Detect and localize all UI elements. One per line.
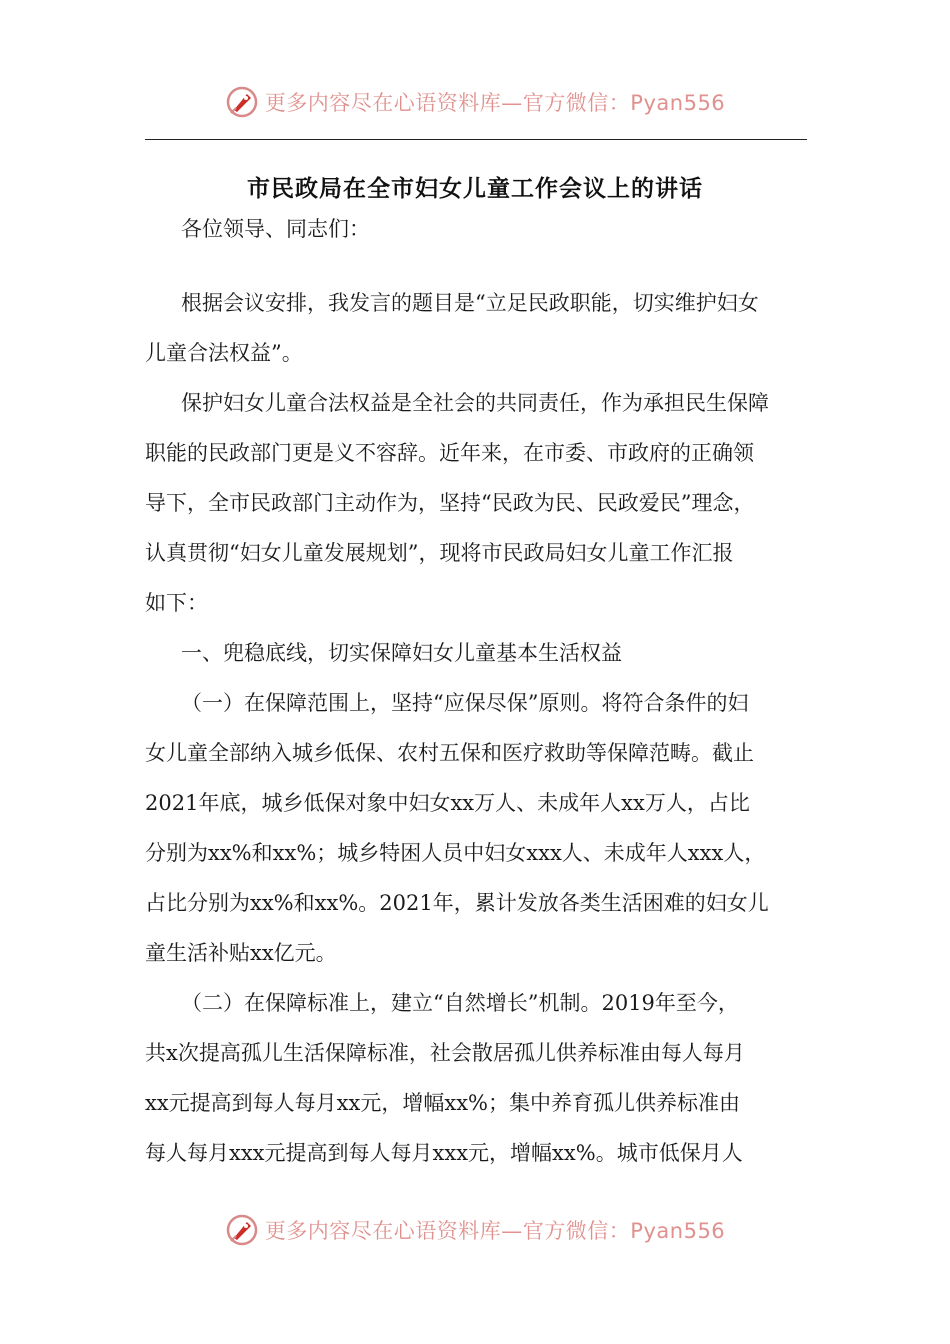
text-line: 保护妇女儿童合法权益是全社会的共同责任，作为承担民生保障 (181, 391, 769, 415)
header-divider (145, 139, 807, 140)
text-line: 每人每月xxx元提高到每人每月xxx元，增幅xx%。城市低保月人 (145, 1141, 743, 1165)
text-line: 职能的民政部门更是义不容辞。近年来，在市委、市政府的正确领 (145, 441, 754, 465)
text-line: 童生活补贴xx亿元。 (145, 941, 337, 965)
section-heading: 一、兜稳底线，切实保障妇女儿童基本生活权益 (181, 641, 622, 665)
text-line: （二）在保障标准上，建立“自然增长”机制。2019年至今， (181, 991, 739, 1015)
pen-nib-logo-icon (225, 85, 259, 119)
text-line: 如下： (145, 591, 208, 615)
text-line: 儿童合法权益”。 (145, 341, 303, 365)
watermark-banner-top (0, 80, 950, 124)
text-line: 导下，全市民政部门主动作为，坚持“民政为民、民政爱民”理念， (145, 491, 755, 515)
text-line: 占比分别为xx%和xx%。2021年，累计发放各类生活困难的妇女儿 (145, 891, 769, 915)
text-line: 分别为xx%和xx%；城乡特困人员中妇女xxx人、未成年人xxx人， (145, 841, 766, 865)
document-title: 市民政局在全市妇女儿童工作会议上的讲话 (247, 175, 703, 202)
text-line: 共x次提高孤儿生活保障标准，社会散居孤儿供养标准由每人每月 (145, 1041, 745, 1065)
text-line: 2021年底，城乡低保对象中妇女xx万人、未成年人xx万人，占比 (145, 791, 750, 815)
watermark-text: 更多内容尽在心语资料库—官方微信：Pyan556 (264, 91, 726, 115)
text-line: 认真贯彻“妇女儿童发展规划”，现将市民政局妇女儿童工作汇报 (145, 541, 734, 565)
watermark-banner-bottom (0, 1208, 950, 1252)
text-line: （一）在保障范围上，坚持“应保尽保”原则。将符合条件的妇 (181, 691, 749, 715)
text-line: xx元提高到每人每月xx元，增幅xx%；集中养育孤儿供养标准由 (145, 1091, 741, 1115)
text-line: 根据会议安排，我发言的题目是“立足民政职能，切实维护妇女 (181, 291, 759, 315)
watermark-text: 更多内容尽在心语资料库—官方微信：Pyan556 (264, 1219, 726, 1243)
text-line: 女儿童全部纳入城乡低保、农村五保和医疗救助等保障范畴。截止 (145, 741, 754, 765)
pen-nib-logo-icon (225, 1213, 259, 1247)
text-line: 各位领导、同志们： (181, 217, 370, 241)
